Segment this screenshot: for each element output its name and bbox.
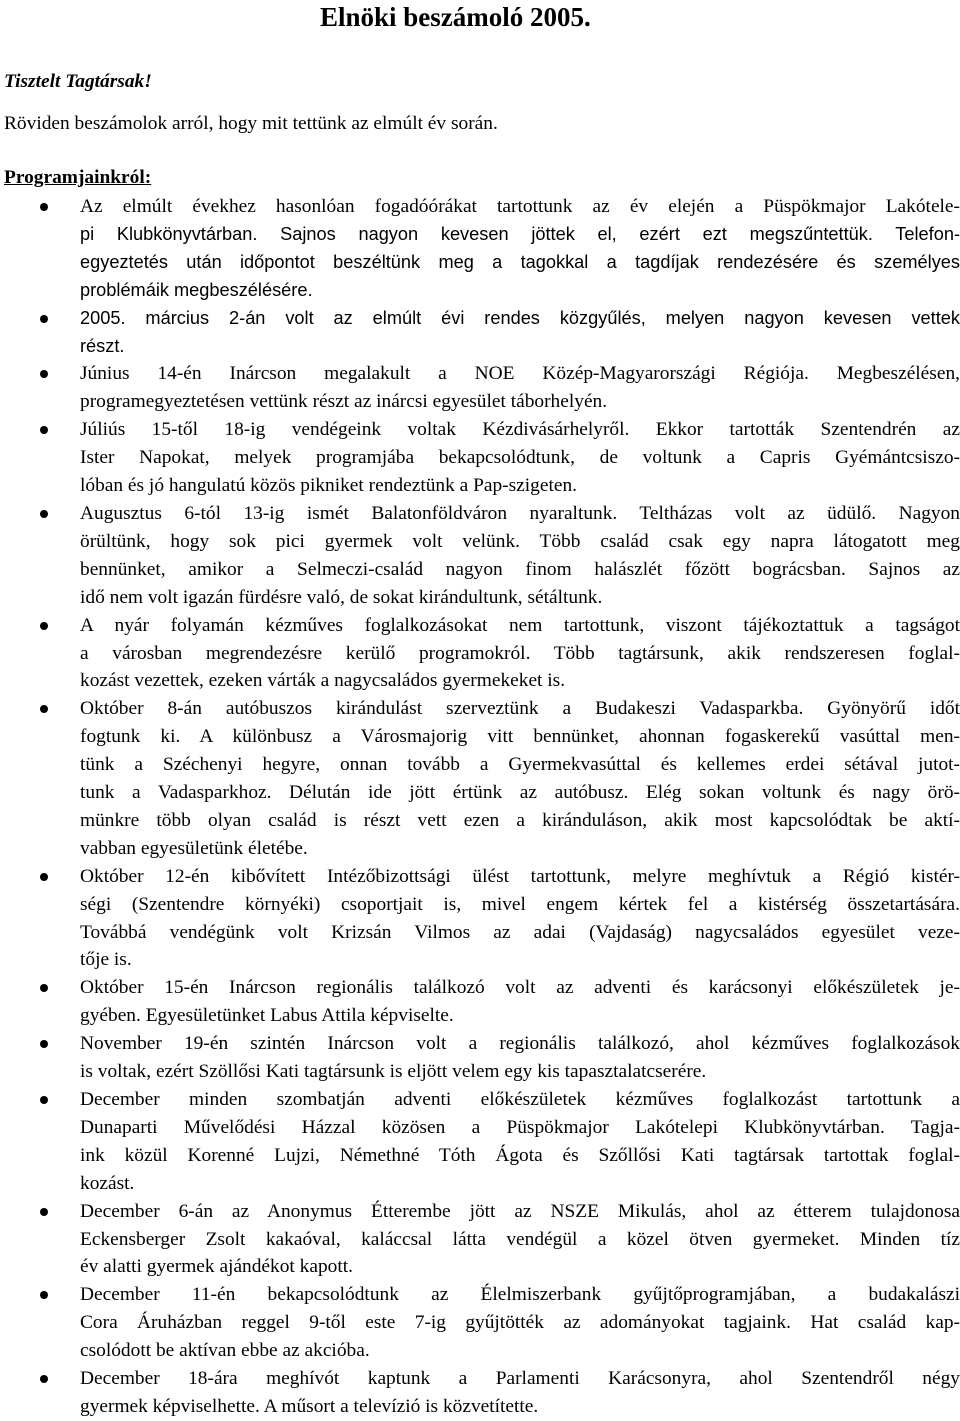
list-item [0,1030,960,1086]
list-item-line: Eckensberger Zsolt kakaóval, kaláccsal látta vendégül a közel ötven gyermeket. Minden tíz [80,1228,960,1250]
list-item-line: 2005. március 2-án volt az elmúlt évi rendes közgyűlés, melyen nagyon kevesen vettek [80,307,960,328]
list-item-line: Október 12-én kibővített Intézőbizottsági ülést tartottunk, melyre meghívtuk a Régió kistér- [80,865,960,887]
list-item-line: fogtunk ki. A különbusz a Városmajorig vitt bennünket, ahonnan fogaskerekű vasúttal men- [80,726,960,748]
list-item-line: December minden szombatján adventi előkészületek kézműves foglalkozást tartottunk a [80,1089,960,1110]
list-item [0,500,960,612]
list-item-line: münkre több olyan család is részt vett ezen a kiránduláson, akik most kapcsolódtak be aktí- [80,809,960,831]
list-item [0,1086,960,1198]
bullet-icon [40,1375,48,1383]
list-item-line: pi Klubkönyvtárban. Sajnos nagyon kevesen jöttek el, ezért ezt megszűntettük. Telefon- [80,223,960,244]
document-title: Elnöki beszámoló 2005. [320,2,591,32]
list-item [0,360,960,416]
list-item-line: bennünket, amikor a Selmeczi-család nagyon finom halászlét főzött bográcsban. Sajnos az [80,558,960,580]
list-item [0,612,960,696]
list-item [0,416,960,500]
program-list [0,193,960,1421]
list-item-line: programegyeztetésen vettünk részt az inárcsi egyesület táborhelyén. [80,391,608,413]
bullet-icon [40,1040,48,1048]
list-item [0,1365,960,1421]
section-title-programs: Programjainkról: [4,167,152,188]
list-item-line: ségi (Szentendre környéki) csoportjait is, mivel engem kértek fel a kistérség összetartására. [80,893,960,915]
salutation: Tisztelt Tagtársak! [4,71,152,92]
list-item-line: év alatti gyermek ajándékot kapott. [80,1256,353,1278]
list-item-line: is voltak, ezért Szöllősi Kati tagtársunk is eljött velem egy kis tapasztalatcserére. [80,1061,707,1083]
list-item [0,1281,960,1365]
bullet-icon [40,203,48,211]
list-item-line: Az elmúlt évekhez hasonlóan fogadóórákat tartottunk az év elején a Püspökmajor Lakótele- [80,196,960,217]
bullet-icon [40,1291,48,1299]
bullet-icon [40,705,48,713]
list-item [0,974,960,1030]
list-item-line: Cora Áruházban reggel 9-től este 7-ig gyűjtötték az adományokat tagjaink. Hat család kap- [80,1312,960,1334]
list-item-line: November 19-én szintén Inárcson volt a regionális találkozó, ahol kézműves foglalkozások [80,1033,960,1055]
list-item-line: Október 8-án autóbuszos kirándulást szerveztünk a Budakeszi Vadasparkba. Gyönyörű időt [80,698,960,720]
list-item-line: részt. [80,335,125,356]
list-item-line: tője is. [80,949,132,971]
list-item [0,1198,960,1282]
bullet-icon [40,510,48,518]
list-item-line: Júliús 15-től 18-ig vendégeink voltak Kézdivásárhelyről. Ekkor tartották Szentendrén az [80,419,960,441]
list-item-line: gyermek képviselhette. A műsort a televízió is közvetítette. [80,1395,539,1417]
list-item-line: gyében. Egyesületünket Labus Attila képviselte. [80,1005,454,1027]
list-item [0,193,960,305]
list-item-line: kozást vezettek, ezeken várták a nagycsaládos gyermekeket is. [80,670,566,692]
list-item-line: tünk a Széchenyi hegyre, onnan tovább a Gyermekvasúttal és kellemes erdei sétával jutot- [80,754,960,776]
bullet-icon [40,370,48,378]
list-item-line: csolódott be aktívan ebbe az akcióba. [80,1340,370,1362]
list-item-line: tunk a Vadasparkhoz. Délután ide jött értünk az autóbusz. Elég sokan voltunk és nagy örö- [80,782,960,804]
bullet-icon [40,1096,48,1104]
bullet-icon [40,1208,48,1216]
list-item-line: Ister Napokat, melyek programjába bekapcsolódtunk, de voltunk a Capris Gyémántcsiszo- [80,447,960,469]
list-item-line: Dunaparti Művelődési Házzal közösen a Püspökmajor Lakótelepi Klubkönyvtárban. Tagja- [80,1116,960,1138]
list-item-line: Továbbá vendégünk volt Krizsán Vilmos az adai (Vajdaság) nagycsaládos egyesület veze- [80,921,960,943]
list-item-line: örültünk, hogy sok pici gyermek volt velünk. Több család csak egy napra látogatott meg [80,530,960,552]
list-item-line: lóban és jó hangulatú közös pikniket rendeztünk a Pap-szigeten. [80,475,578,497]
list-item-line: Október 15-én Inárcson regionális találkozó volt az adventi és karácsonyi előkészületek je- [80,977,960,999]
list-item [0,863,960,975]
list-item-line: December 11-én bekapcsolódtunk az Élelmiszerbank gyűjtőprogramjában, a budakalászi [80,1284,960,1306]
list-item [0,305,960,361]
bullet-icon [40,984,48,992]
list-item-line: kozást. [80,1172,135,1194]
list-item-line: problémáik megbeszélésére. [80,279,313,300]
list-item-line: egyeztetés után időpontot beszéltünk meg a tagokkal a tagdíjak rendezésére és személyes [80,251,960,272]
list-item-line: December 18-ára meghívót kaptunk a Parlamenti Karácsonyra, ahol Szentendről négy [80,1368,960,1390]
list-item-line: a városban megrendezésre kerülő programokról. Több tagtársunk, akik rendszeresen foglal- [80,642,960,664]
list-item-line: idő nem volt igazán fürdésre való, de sokat kirándultunk, sétáltunk. [80,586,603,608]
list-item-line: Június 14-én Inárcson megalakult a NOE Közép-Magyarországi Régiója. Megbeszélésen, [80,363,960,385]
bullet-icon [40,622,48,630]
bullet-icon [40,873,48,881]
list-item-line: ink közül Korenné Lujzi, Némethné Tóth Ágota és Szőllősi Kati tagtársak tartottak foglal- [80,1144,960,1166]
list-item-line: Augusztus 6-tól 13-ig ismét Balatonföldváron nyaraltunk. Teltházas volt az üdülő. Nagyon [80,502,960,524]
bullet-icon [40,426,48,434]
list-item-line: December 6-án az Anonymus Étterembe jött az NSZE Mikulás, ahol az étterem tulajdonosa [80,1200,960,1222]
list-item-line: A nyár folyamán kézműves foglalkozásokat nem tartottunk, viszont tájékoztattuk a tagságot [80,614,960,636]
intro-paragraph: Röviden beszámolok arról, hogy mit tettünk az elmúlt év során. [4,113,498,134]
list-item [0,695,960,862]
bullet-icon [40,315,48,323]
list-item-line: vabban egyesületünk életébe. [80,837,308,859]
